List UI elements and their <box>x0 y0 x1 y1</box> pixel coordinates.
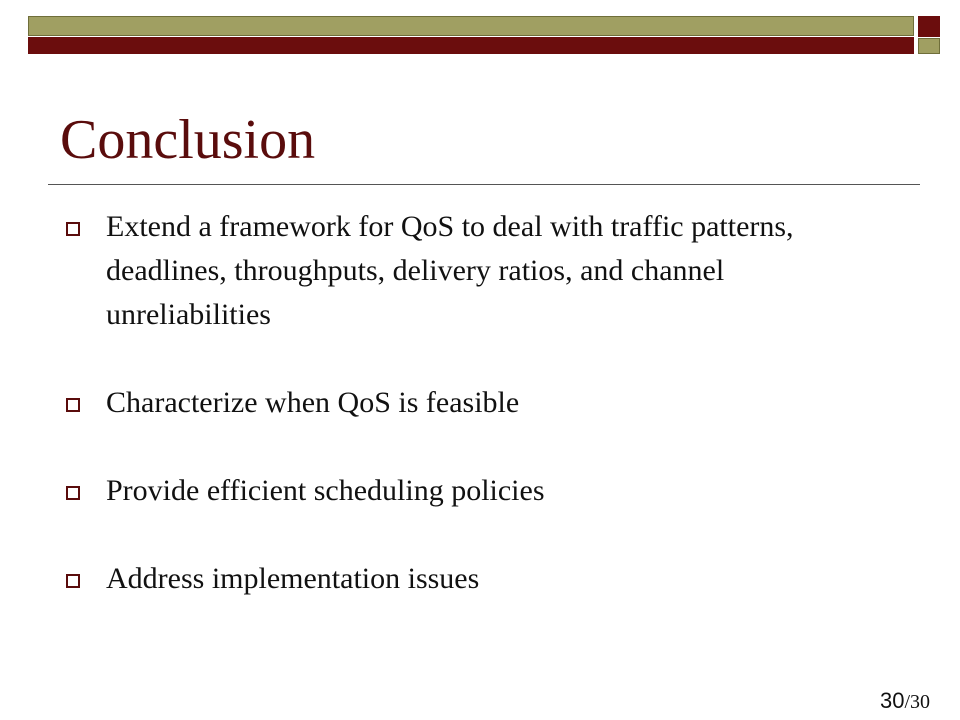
header-bar-olive <box>28 16 914 36</box>
bullet-text: Characterize when QoS is feasible <box>106 386 520 419</box>
bullet-list <box>66 205 896 645</box>
page-total: /30 <box>904 691 930 713</box>
bullet-text: Address implementation issues <box>106 562 480 595</box>
header-square-maroon <box>918 16 940 37</box>
header-bar-maroon <box>28 37 914 54</box>
slide-title: Conclusion <box>60 109 316 171</box>
bullet-text: Provide efficient scheduling policies <box>106 474 545 507</box>
header-square-olive <box>918 38 940 54</box>
bullet-item <box>66 557 896 601</box>
bullet-item <box>66 469 896 513</box>
page-current: 30 <box>879 688 905 713</box>
square-bullet-icon <box>66 398 80 412</box>
bullet-item <box>66 381 896 425</box>
square-bullet-icon <box>66 574 80 588</box>
page-number <box>880 688 930 714</box>
square-bullet-icon <box>66 486 80 500</box>
bullet-text: Extend a framework for QoS to deal with traffic patterns, deadlines, throughputs, delivery ratios, and channel unreliabilities <box>106 210 794 331</box>
square-bullet-icon <box>66 222 80 236</box>
bullet-item <box>66 205 896 337</box>
title-divider <box>48 184 920 185</box>
